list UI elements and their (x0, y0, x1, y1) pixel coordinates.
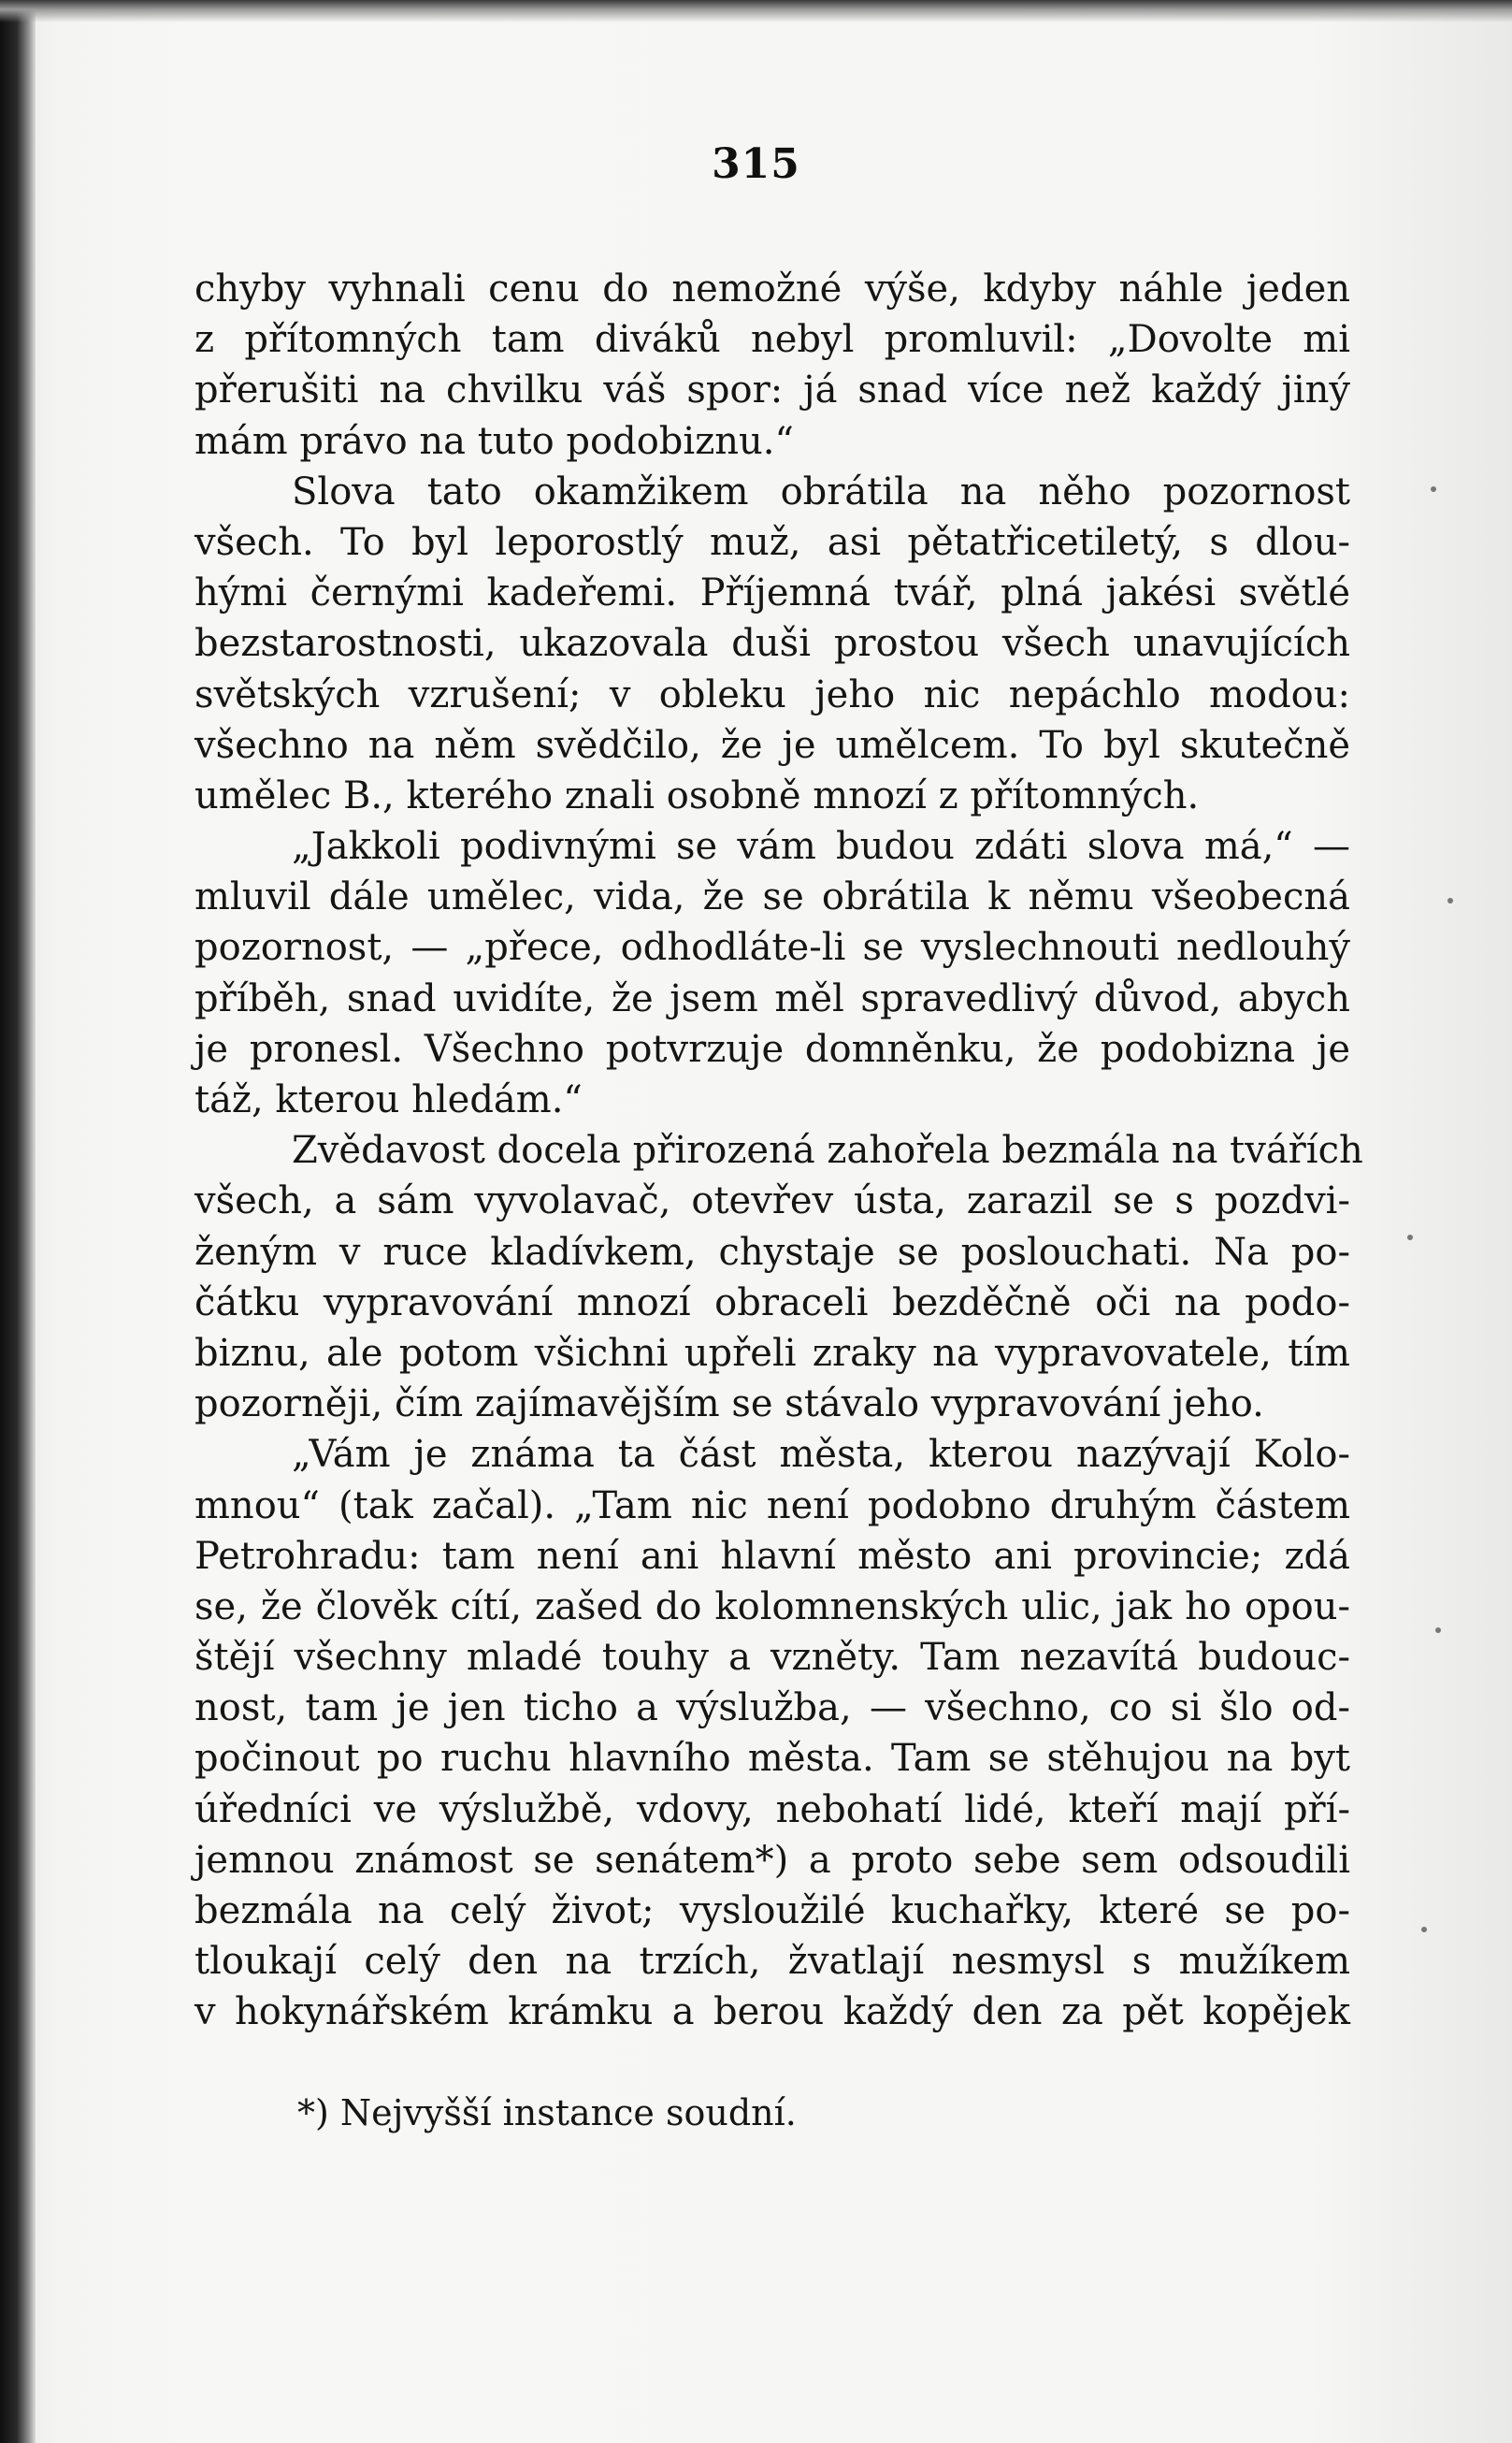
text-line: táž, kterou hledám.“ (194, 1078, 583, 1121)
text-line: úředníci ve výslužbě, vdovy, nebohatí lidé, kteří mají pří- (194, 1787, 1350, 1831)
text-line: světských vzrušení; v obleku jeho nic nepáchlo modou: (194, 672, 1350, 716)
text-line: přerušiti na chvilku váš spor: já snad více než každý jiný (194, 369, 1350, 412)
paper-speck (1435, 1627, 1441, 1633)
text-line: bezstarostnosti, ukazovala duši prostou všech unavujících (194, 622, 1350, 666)
text-line: všech, a sám vyvolavač, otevřev ústa, zarazil se s pozdvi- (194, 1179, 1350, 1223)
paper-speck (1407, 1235, 1413, 1240)
text-line: bezmála na celý život; vysloužilé kuchařky, které se po- (194, 1889, 1350, 1932)
text-line: příběh, snad uvidíte, že jsem měl spravedlivý důvod, abych (194, 976, 1350, 1020)
paper-speck (1447, 898, 1453, 903)
text-line: mám právo na tuto podobiznu.“ (194, 419, 794, 463)
page-top-shadow (0, 0, 1512, 22)
text-line: ženým v ruce kladívkem, chystaje se poslouchati. Na po- (194, 1230, 1350, 1274)
text-line: hými černými kadeřemi. Příjemná tvář, plná jakési světlé (194, 571, 1350, 615)
text-line: počinout po ruchu hlavního města. Tam se stěhujou na byt (194, 1737, 1350, 1781)
text-line: štějí všechny mladé touhy a vzněty. Tam nezavítá budouc- (194, 1636, 1350, 1680)
text-line: se, že člověk cítí, zašed do kolomnenských ulic, jak ho opou- (194, 1584, 1350, 1628)
text-line: umělec B., kterého znali osobně mnozí z přítomných. (194, 773, 1200, 817)
body-text (194, 264, 1363, 2038)
text-line: biznu, ale potom všichni upřeli zraky na vypravovatele, tím (194, 1331, 1350, 1375)
text-line: nost, tam je jen ticho a výslužba, — všechno, co si šlo od- (194, 1686, 1350, 1730)
page-binding-shadow (0, 0, 36, 2443)
text-line: tloukají celý den na trzích, žvatlají nesmysl s mužíkem (194, 1940, 1350, 1984)
text-line: chyby vyhnali cenu do nemožné výše, kdyby náhle jeden (194, 267, 1350, 311)
text-line: všechno na něm svědčilo, že je umělcem. To byl skutečně (194, 723, 1350, 767)
text-line: je pronesl. Všechno potvrzuje domněnku, že podobizna je (194, 1027, 1350, 1071)
text-line: z přítomných tam diváků nebyl promluvil: „Dovolte mi (194, 318, 1350, 362)
text-line: pozornost, — „přece, odhodláte-li se vyslechnouti nedlouhý (194, 926, 1350, 970)
text-line: mnou“ (tak začal). „Tam nic není podobno druhým částem (194, 1483, 1350, 1527)
text-line: čátku vypravování mnozí obraceli bezděčně oči na podo- (194, 1280, 1350, 1324)
text-line: „Vám je známa ta část města, kterou nazývají Kolo- (292, 1433, 1350, 1477)
text-line: „Jakkoli podivnými se vám budou zdáti slova má,“ — (292, 825, 1350, 869)
text-line: Petrohradu: tam není ani hlavní město ani provincie; zdá (194, 1534, 1350, 1578)
paper-speck (1431, 486, 1436, 492)
text-line: Zvědavost docela přirozená zahořela bezmála na tvářích (292, 1129, 1363, 1173)
page-number: 315 (712, 140, 800, 188)
text-line: pozorněji, čím zajímavějším se stávalo vypravování jeho. (194, 1382, 1264, 1426)
text-line: jemnou známost se senátem*) a proto sebe sem odsoudili (194, 1838, 1350, 1882)
text-line: Slova tato okamžikem obrátila na něho pozornost (292, 470, 1350, 513)
text-line: v hokynářském krámku a berou každý den za pět kopějek (194, 1990, 1350, 2034)
paper-speck (1421, 1927, 1427, 1932)
text-line: mluvil dále umělec, vida, že se obrátila k němu všeobecná (194, 875, 1350, 919)
footnote: *) Nejvyšší instance soudní. (297, 2092, 797, 2133)
text-line: všech. To byl leporostlý muž, asi pětatřicetiletý, s dlou- (194, 520, 1350, 564)
